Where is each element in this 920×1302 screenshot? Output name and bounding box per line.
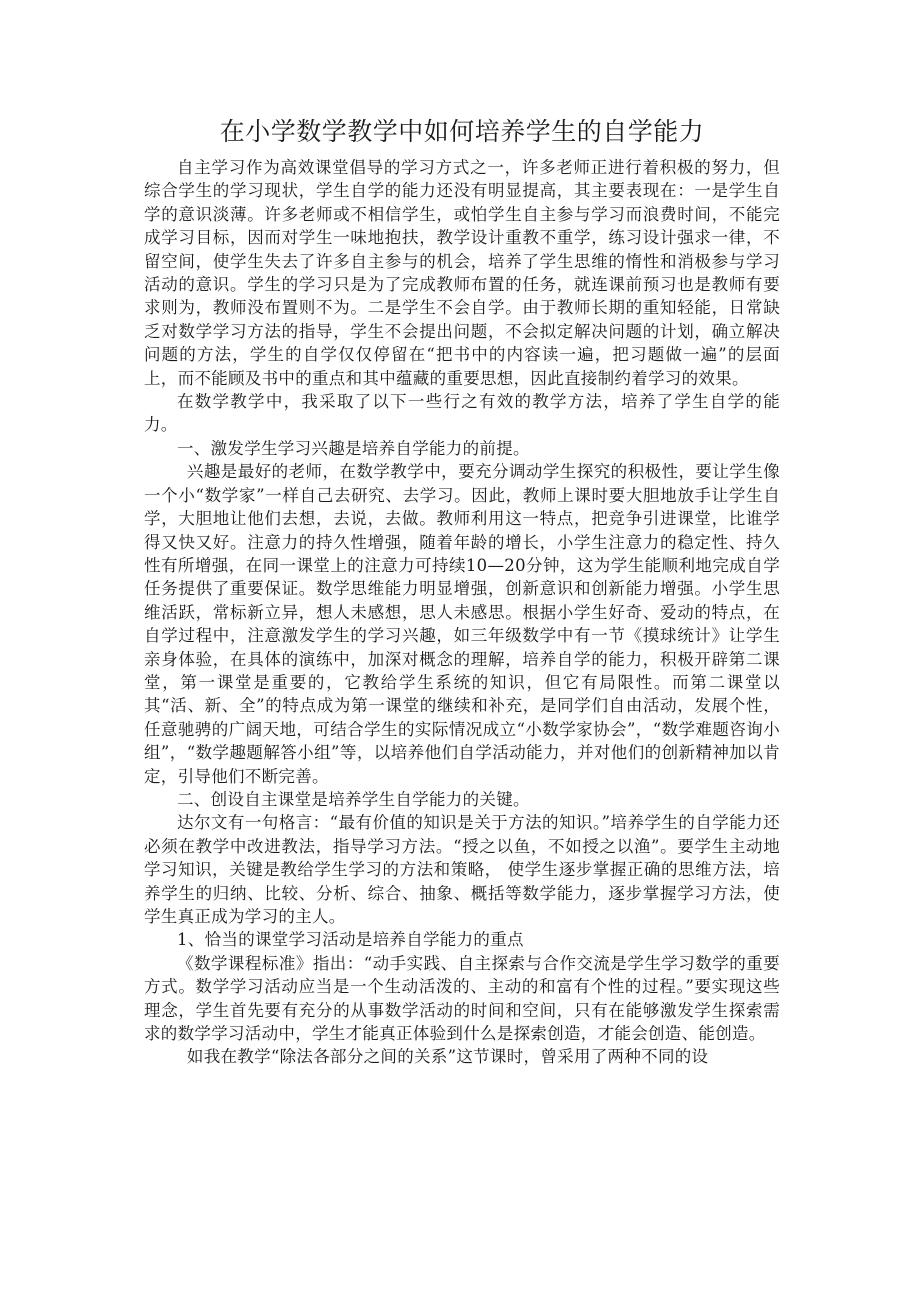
paragraph-methods: 在数学教学中，我采取了以下一些行之有效的教学方法，培养了学生自学的能力。 — [144, 392, 780, 435]
section-heading-1: 一、激发学生学习兴趣是培养自学能力的前提。 — [177, 438, 530, 458]
paragraph-curriculum: 《数学课程标准》指出：“动手实践、自主探索与合作交流是学生学习数学的重要方式。数学学习活动应当是一个生动活泼的、主动的和富有个性的过程。”要实现这些理念，学生首先要有充分的从事数学活动的时间和空间，只有在能够激发学生探索需求的数学学习活动中，学生才能真正体验到什么是探索创造，才能会创造、能创造。 — [144, 953, 780, 1044]
subsection-heading-1: 1、恰当的课堂学习活动是培养自学能力的重点 — [177, 930, 524, 950]
paragraph-example: 如我在教学“除法各部分之间的关系”这节课时，曾采用了两种不同的设 — [186, 1047, 709, 1067]
paragraph-interest: 兴趣是最好的老师，在数学教学中，要充分调动学生探究的积极性，要让学生像一个小“数学家”一样自己去研究、去学习。因此，教师上课时要大胆地放手让学生自学，大胆地让他们去想，去说，去做。教师利用这一特点，把竞争引进课堂，比谁学得又快又好。注意力的持久性增强，随着年龄的增长，小学生注意力的稳定性、持久性有所增强，在同一课堂上的注意力可持续10—20分钟，这为学生能顺利地完成自学任务提供了重要保证。数学思维能力明显增强，创新意识和创新能力增强。小学生思维活跃，常标新立异，想人未感想，思人未感思。根据小学生好奇、爱动的特点，在自学过程中，注意激发学生的学习兴趣，如三年级数学中有一节《摸球统计》让学生亲身体验，在具体的演练中，加深对概念的理解，培养自学的能力，积极开辟第二课堂，第一课堂是重要的，它教给学生系统的知识，但它有局限性。而第二课堂以其“活、新、全”的特点成为第一课堂的继续和补充，是同学们自由活动，发展个性，任意驰骋的广阔天地，可结合学生的实际情况成立“小数学家协会”，“数学难题咨询小组”，“数学趣题解答小组”等，以培养他们自学活动能力，并对他们的创新精神加以肯定，引导他们不断完善。 — [144, 462, 780, 786]
document-page — [144, 112, 780, 1069]
paragraph-darwin: 达尔文有一句格言：“最有价值的知识是关于方法的知识。”培养学生的自学能力还必须在教学中改进教法，指导学习方法。“授之以鱼，不如授之以渔”。要学生主动地学习知识，关键是教给学生学习的方法和策略， 使学生逐步掌握正确的思维方法，培养学生的归纳、比较、分析、综合、抽象、概括等数学能力，逐步掌握学习方法，使学生真正成为学习的主人。 — [144, 813, 780, 926]
section-heading-2: 二、创设自主课堂是培养学生自学能力的关键。 — [177, 789, 530, 809]
paragraph-intro: 自主学习作为高效课堂倡导的学习方式之一，许多老师正进行着积极的努力，但综合学生的学习现状，学生自学的能力还没有明显提高，其主要表现在：一是学生自学的意识淡薄。许多老师或不相信学生，或怕学生自主参与学习而浪费时间，不能完成学习目标，因而对学生一味地抱扶，教学设计重教不重学，练习设计强求一律，不留空间，使学生失去了许多自主参与的机会，培养了学生思维的惰性和消极参与学习活动的意识。学生的学习只是为了完成教师布置的任务，就连课前预习也是教师有要求则为，教师没布置则不为。二是学生不会自学。由于教师长期的重知轻能，日常缺乏对数学学习方法的指导，学生不会提出问题，不会拟定解决问题的计划，确立解决问题的方法，学生的自学仅仅停留在“把书中的内容读一遍，把习题做一遍”的层面上，而不能顾及书中的重点和其中蕴藏的重要思想，因此直接制约着学习的效果。 — [144, 158, 780, 388]
document-title: 在小学数学教学中如何培养学生的自学能力 — [219, 117, 705, 146]
